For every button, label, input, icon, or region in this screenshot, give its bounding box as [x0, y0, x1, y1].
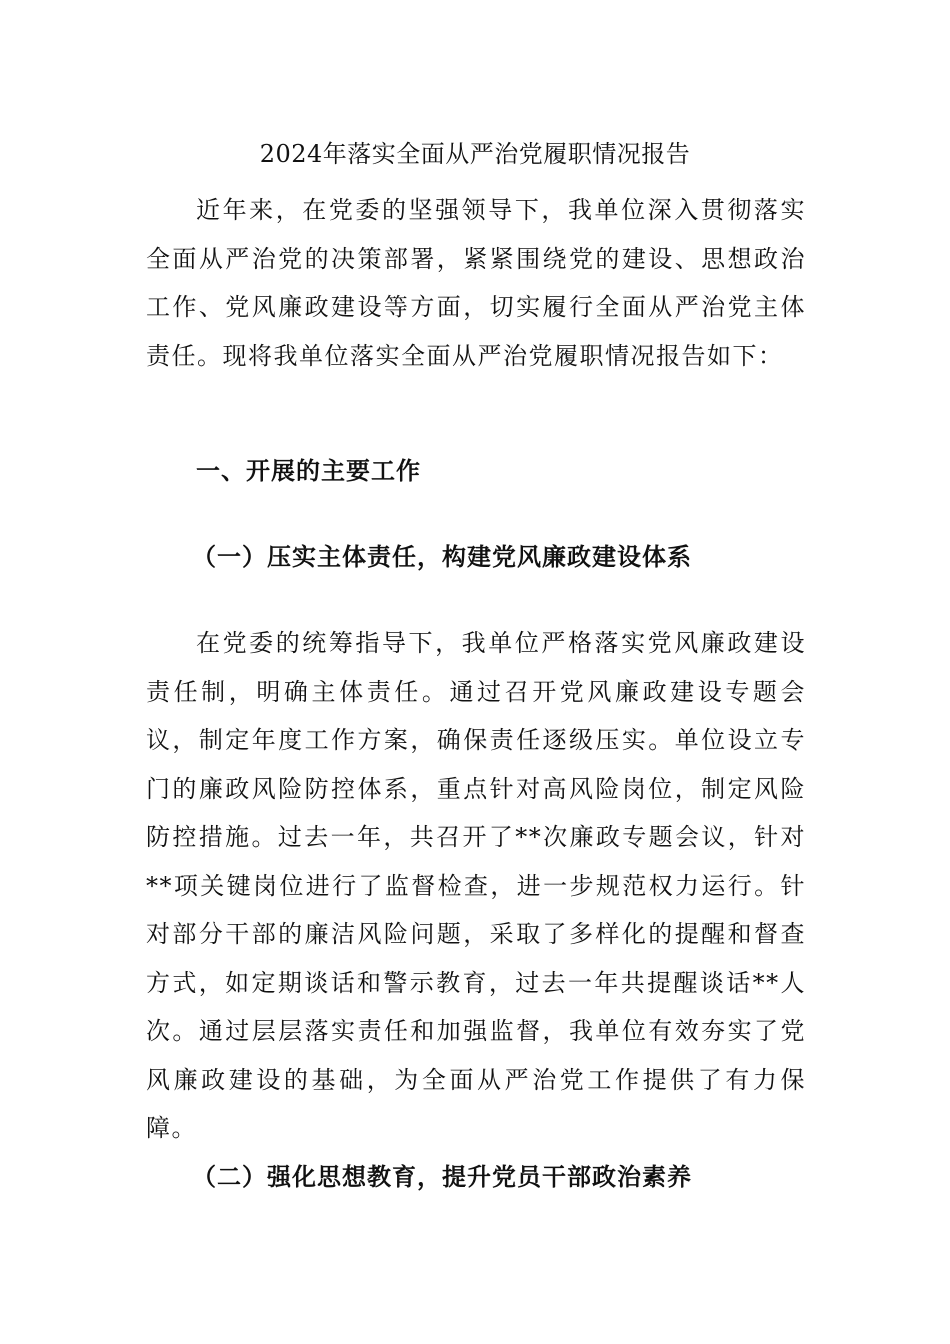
intro-paragraph: 近年来，在党委的坚强领导下，我单位深入贯彻落实全面从严治党的决策部署，紧紧围绕党的建设、思想政治工作、党风廉政建设等方面，切实履行全面从严治党主体责任。现将我单位落实全面从严治党履职情况报告如下： — [146, 196, 806, 370]
subsection-1-paragraph: 在党委的统筹指导下，我单位严格落实党风廉政建设责任制，明确主体责任。通过召开党风廉政建设专题会议，制定年度工作方案，确保责任逐级压实。单位设立专门的廉政风险防控体系，重点针对高风险岗位，制定风险防控措施。过去一年，共召开了**次廉政专题会议，针对**项关键岗位进行了监督检查，进一步规范权力运行。针对部分干部的廉洁风险问题，采取了多样化的提醒和督查方式，如定期谈话和警示教育，过去一年共提醒谈话**人次。通过层层落实责任和加强监督，我单位有效夯实了党风廉政建设的基础，为全面从严治党工作提供了有力保障。 — [146, 629, 806, 1142]
subsection-heading-1: （一）压实主体责任，构建党风廉政建设体系 — [192, 542, 692, 571]
section-heading: 一、开展的主要工作 — [196, 456, 421, 485]
subsection-heading-2: （二）强化思想教育，提升党员干部政治素养 — [192, 1162, 692, 1191]
document-title: 2024年落实全面从严治党履职情况报告 — [259, 140, 691, 168]
